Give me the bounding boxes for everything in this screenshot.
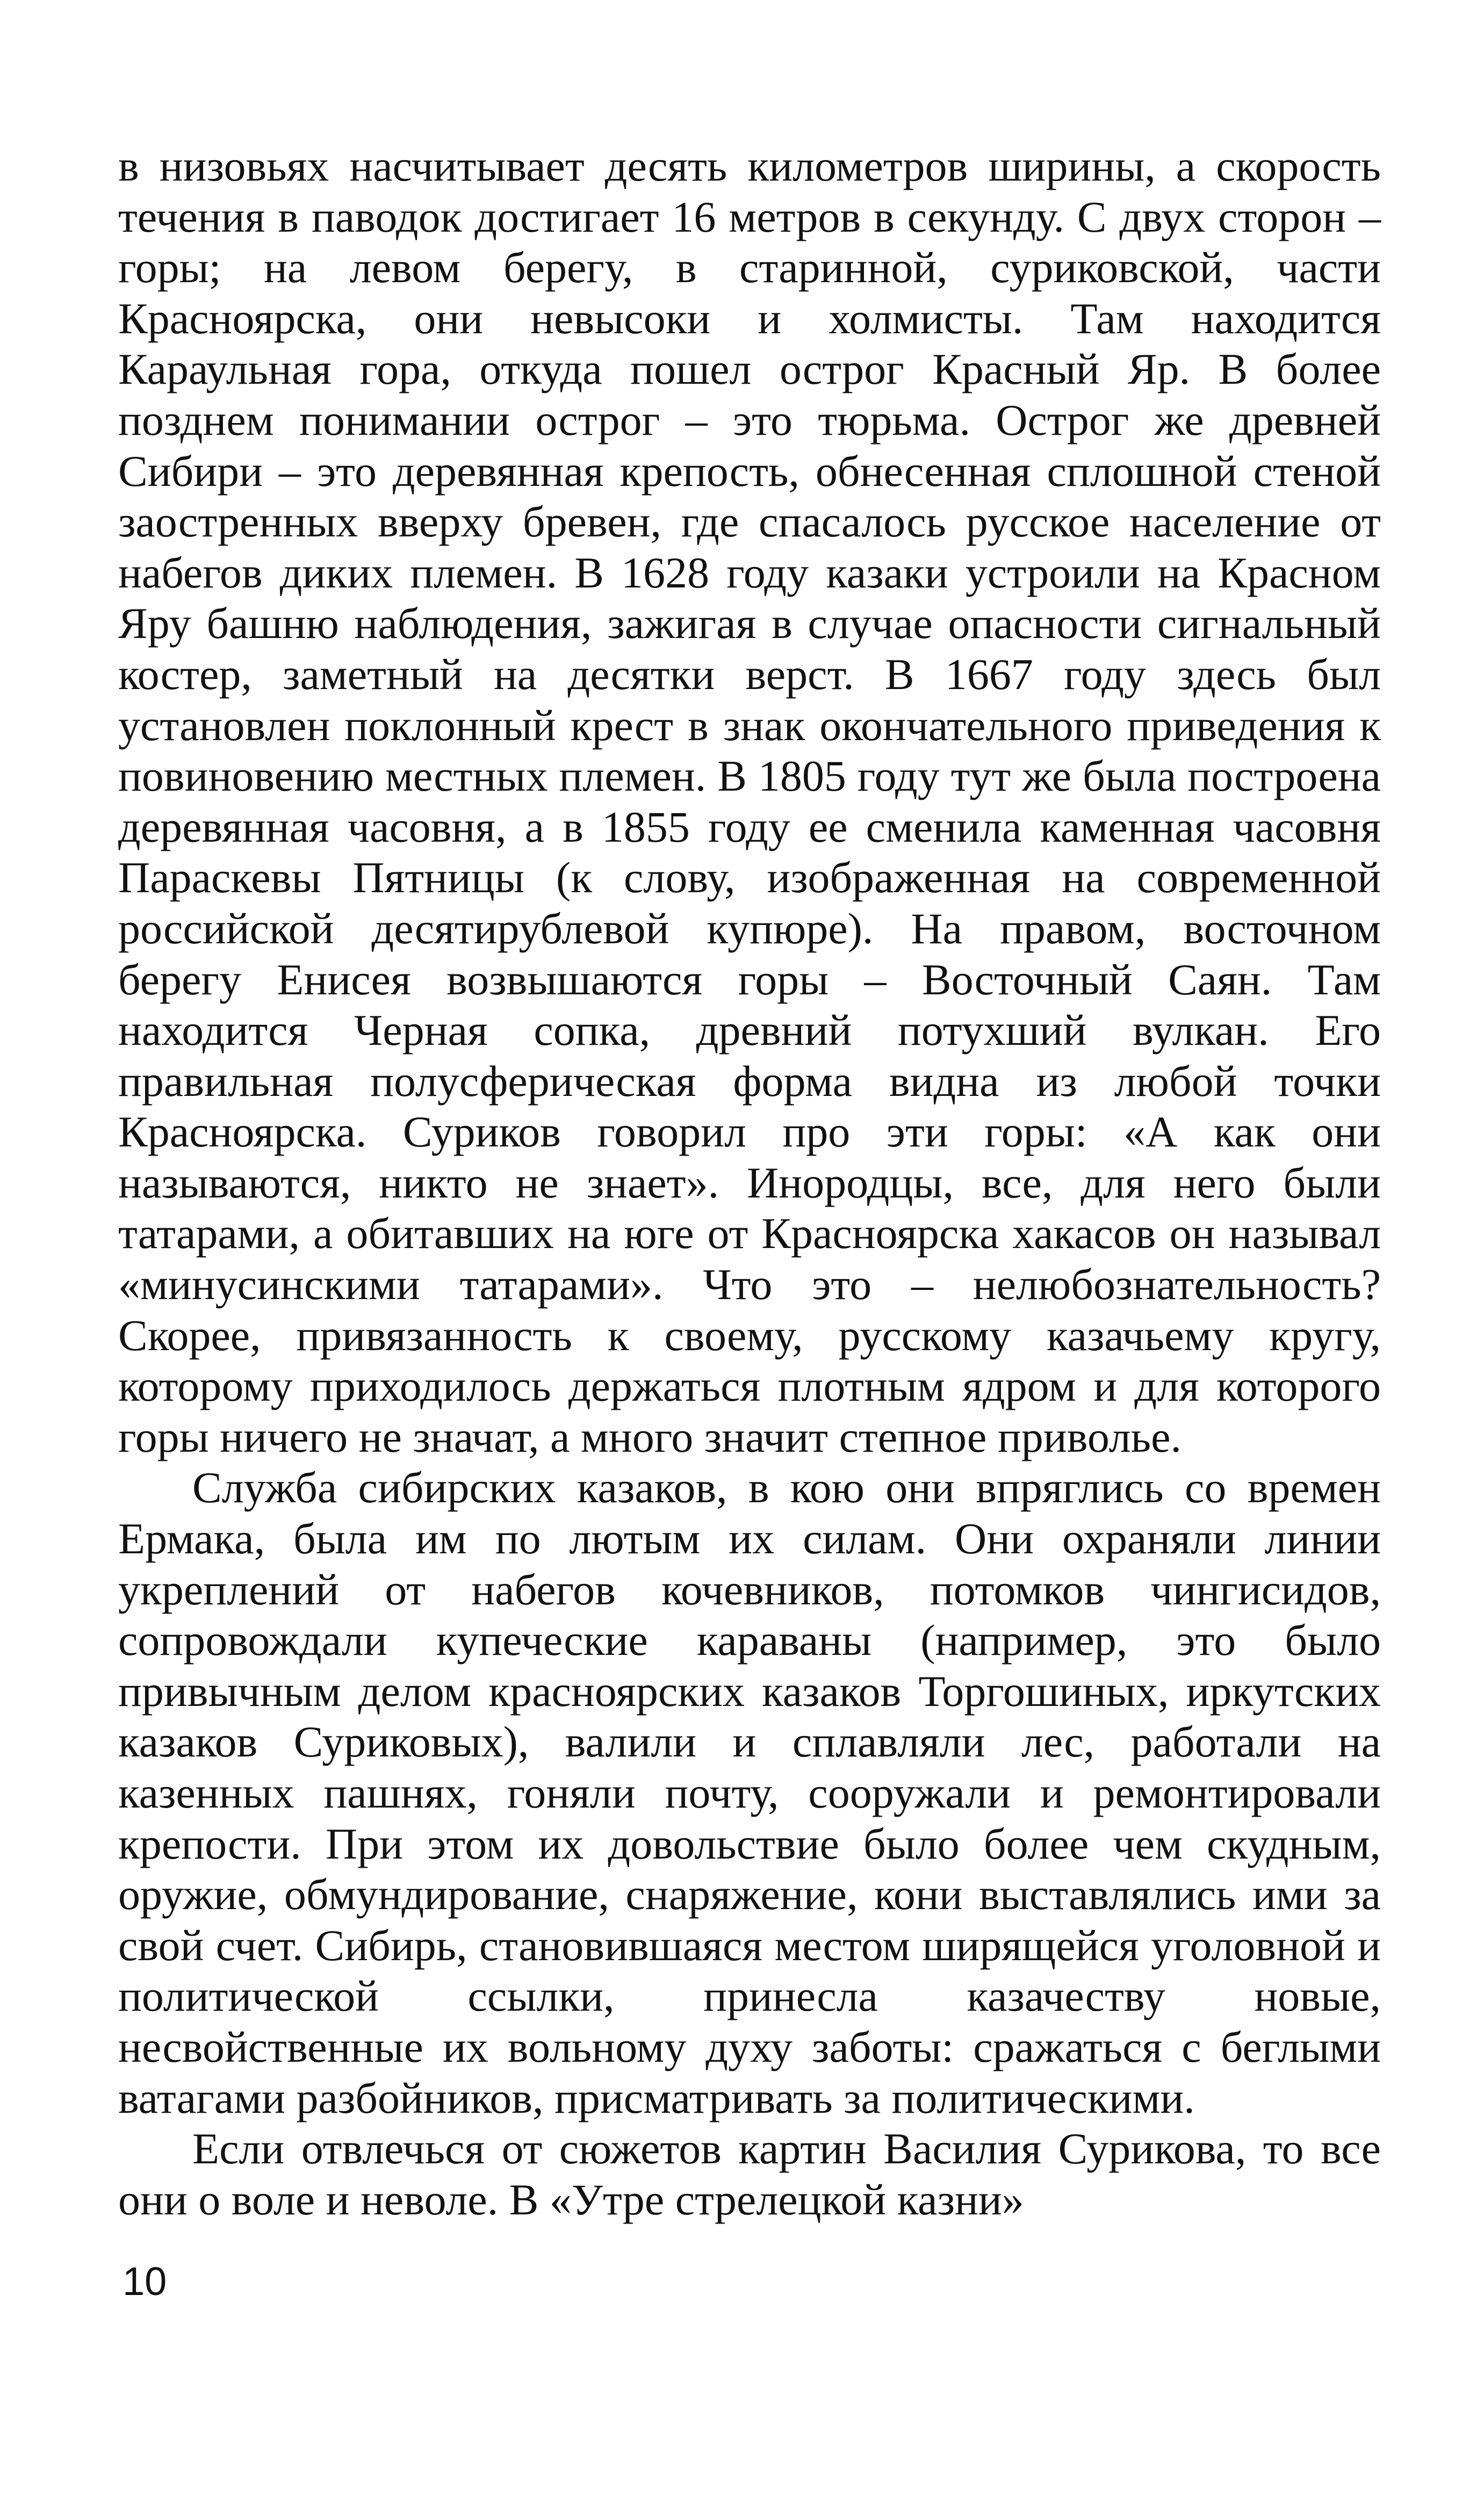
paragraph-3: Если отвлечься от сюжетов картин Василия Сурикова, то все они о воле и неволе. В «Утре стрелецкой казни» [118, 2124, 1381, 2224]
body-text [118, 141, 1381, 2225]
paragraph-1: в низовьях насчитывает десять километров ширины, а скорость течения в паводок достигает 16 метров в секунду. С двух сторон – горы; на левом берегу, в старинной, суриковской, части Красноярска, они невысоки и холмисты. Там находится Караульная гора, откуда пошел острог Красный Яр. В более позднем понимании острог – это тюрьма. Острог же древней Сибири – это деревянная крепость, обнесенная сплошной стеной заостренных вверху бревен, где спасалось русское население от набегов диких племен. В 1628 году казаки устроили на Красном Яру башню наблюдения, зажигая в случае опасности сигнальный костер, заметный на десятки верст. В 1667 году здесь был установлен поклонный крест в знак окончательного приведения к повиновению местных племен. В 1805 году тут же была построена деревянная часовня, а в 1855 году ее сменила каменная часовня Параскевы Пятницы (к слову, изображенная на современной российской десятирублевой купюре). На правом, восточном берегу Енисея возвышаются горы – Восточный Саян. Там находится Черная сопка, древний потухший вулкан. Его правильная полусферическая форма видна из любой точки Красноярска. Суриков говорил про эти горы: «А как они называются, никто не знает». Инородцы, все, для него были татарами, а обитавших на юге от Красноярска хакасов он называл «минусинскими татарами». Что это – нелюбознательность? Скорее, привязанность к своему, русскому казачьему кругу, которому приходилось держаться плотным ядром и для которого горы ничего не значат, а много значит степное приволье. [118, 141, 1381, 1461]
paragraph-2: Служба сибирских казаков, в кою они впряглись со времен Ермака, была им по лютым их силам. Они охраняли линии укреплений от набегов кочевников, потомков чингисидов, сопровождали купеческие караваны (например, это было привычным делом красноярских казаков Торгошиных, иркутских казаков Суриковых), валили и сплавляли лес, работали на казенных пашнях, гоняли почту, сооружали и ремонтировали крепости. При этом их довольствие было более чем скудным, оружие, обмундирование, снаряжение, кони выставлялись ими за свой счет. Сибирь, становившаяся местом ширящейся уголовной и политической ссылки, принесла казачеству новые, несвойственные их вольному духу заботы: сражаться с беглыми ватагами разбойников, присматривать за политическими. [118, 1463, 1381, 2122]
page-number: 10 [123, 2259, 167, 2304]
